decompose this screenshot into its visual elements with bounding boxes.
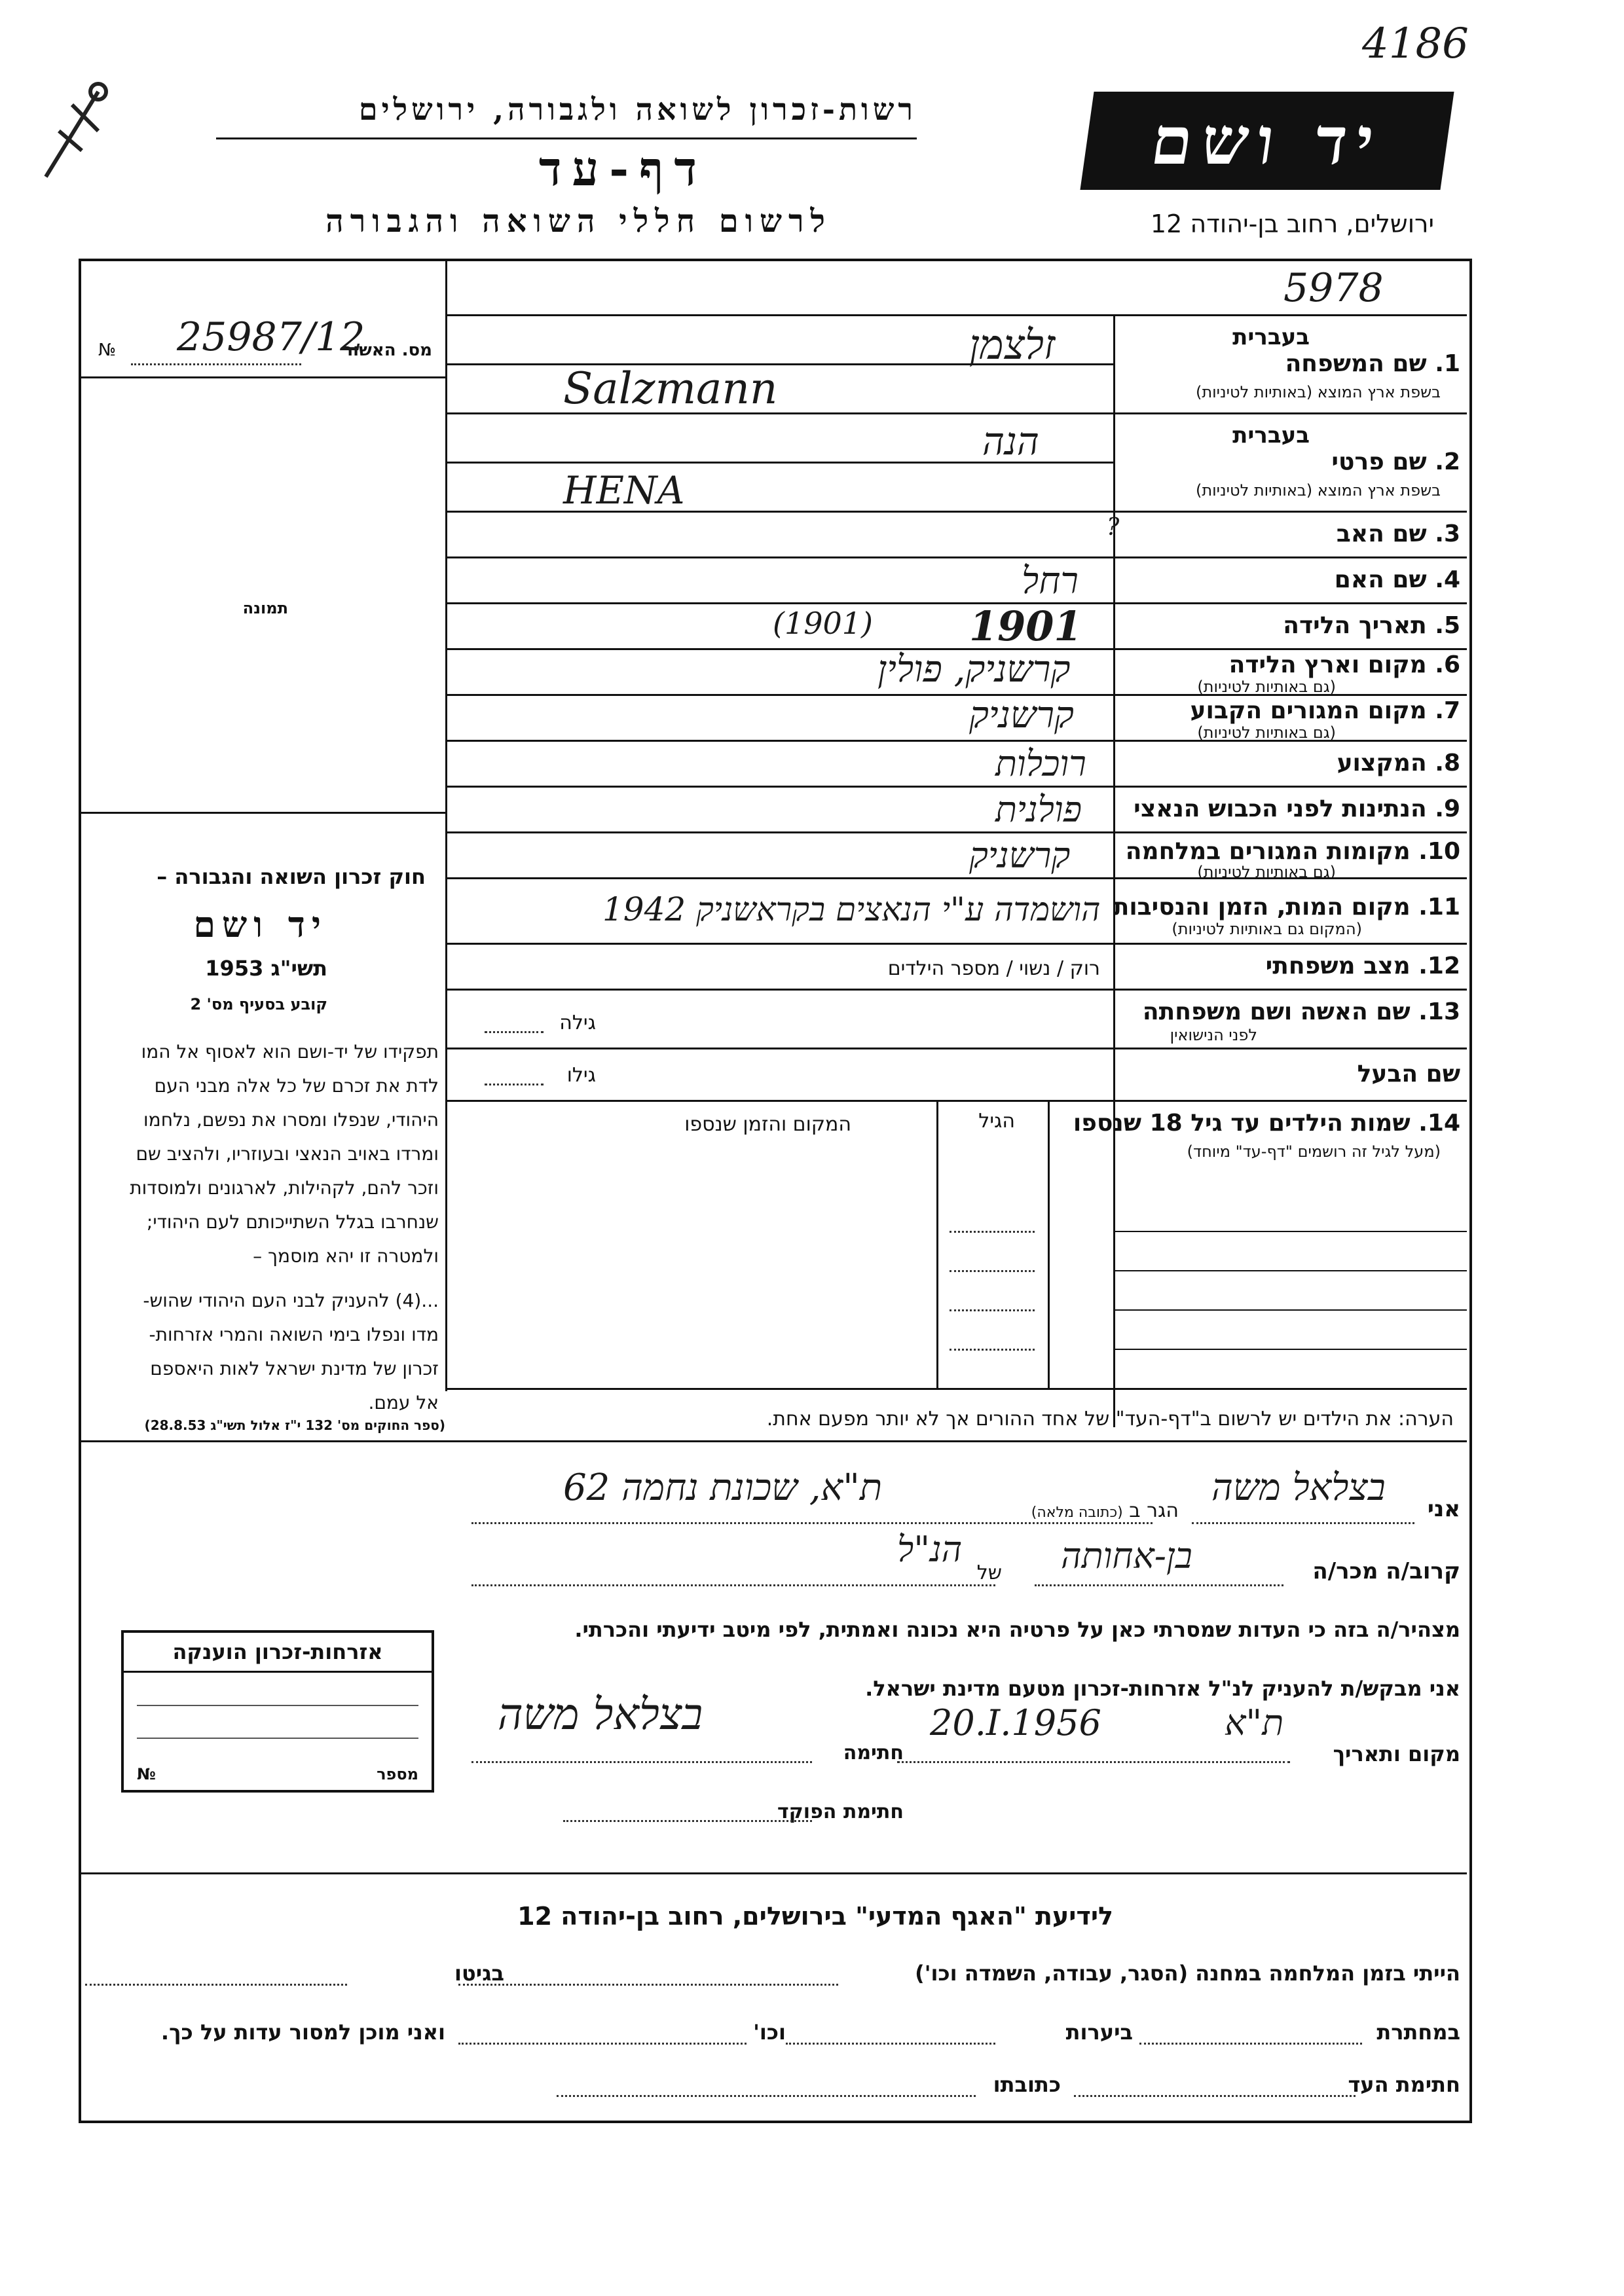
header-underline: [216, 137, 917, 139]
field-7-sub: (גם באותיות לטיניות): [1197, 723, 1336, 742]
field-1-text: שם המשפחה: [1285, 350, 1427, 377]
footer-line3-a: חתימת העד: [1348, 2072, 1460, 2097]
photo-label: תמונה: [242, 599, 288, 617]
law-year: תשי"ג 1953: [205, 956, 327, 981]
field-6-sub: (גם באותיות לטיניות): [1197, 678, 1336, 696]
field-14-text: שמות הילדים עד גיל 18 שנספו: [1073, 1110, 1411, 1137]
resides-label: [1031, 1499, 1179, 1522]
field-11-number: 11.: [1418, 894, 1460, 920]
nationality-value: פולנית: [995, 789, 1082, 830]
field-12-number: 12.: [1418, 953, 1460, 979]
law-source: (ספר החוקים מס' 132 י"ז אלול תשי"ג 28.8.53): [144, 1417, 445, 1433]
logo-text: יד ושם: [1146, 102, 1388, 179]
row-line: [445, 943, 1467, 945]
law-name: יד ושם: [193, 903, 327, 945]
field-2-text: שם פרטי: [1331, 448, 1427, 475]
field-12-text: מצב משפחתי: [1265, 953, 1411, 979]
children-row: [1113, 1231, 1467, 1232]
field-7-text: מקום המגורים הקבוע: [1190, 697, 1427, 724]
field-10-number: 10.: [1418, 838, 1460, 865]
row-line: [445, 786, 1467, 788]
field-12-label: [1266, 953, 1460, 979]
law-text-line: שנחרבו בגלל השתייכותם לעם היהודי;: [146, 1211, 439, 1233]
address: ירושלים, רחוב בן-יהודה 12: [1150, 210, 1434, 238]
field-4-label: [1335, 566, 1460, 593]
law-title: חוק זכרון השואה והגבורה –: [157, 864, 426, 889]
first-name-latin: HENA: [563, 468, 685, 513]
family-name-latin: Salzmann: [563, 363, 778, 414]
field-2-label: [1331, 448, 1460, 475]
footer-line2-b: ביערות: [1065, 2020, 1133, 2045]
form-subtitle: לרשום חללי השואה והגבורה: [325, 203, 832, 240]
officer-label: חתימת הפוקד: [777, 1800, 904, 1823]
footer-line1-b: בגיטו: [454, 1961, 504, 1986]
field-14-label: [1073, 1110, 1460, 1137]
stamp-mark-icon: [33, 79, 111, 190]
field-3-number: 3.: [1435, 520, 1460, 547]
profession-value: רוכלות: [995, 743, 1086, 784]
relation-value: בן-אחותה: [1061, 1535, 1192, 1576]
authority-name: רשות-זכרון לשואה ולגבורה, ירושלים: [358, 92, 917, 127]
citizenship-line: [137, 1738, 418, 1739]
children-age-line: [950, 1349, 1035, 1351]
citizenship-number-mark: №: [137, 1765, 156, 1783]
field-10-label: [1126, 838, 1460, 865]
signature-value: בצלאל משה: [498, 1689, 703, 1740]
ani-value: בצלאל משה: [1211, 1467, 1386, 1509]
field-7-number: 7.: [1435, 697, 1460, 724]
hebrew-label: בעברית: [1232, 422, 1310, 448]
field-1-label: [1285, 350, 1460, 377]
resides-sub: (כתובה מלאה): [1031, 1504, 1123, 1521]
law-text-line: זכרון של מדינת ישראל לאות היאספם: [150, 1358, 439, 1379]
resides-value: ת"א, שכונת נחמה 62: [563, 1467, 883, 1509]
hebrew-label: בעברית: [1232, 324, 1310, 350]
citizenship-box: [121, 1630, 434, 1793]
marital-options: רוק / נשוי / מספר הילדים: [887, 957, 1100, 980]
field-1-sub: בשפת ארץ המוצא (באותיות לטיניות): [1196, 383, 1441, 401]
row-line: [445, 602, 1467, 604]
death-place-value: הושמדה ע"י הנאצים בקראשניק 1942: [602, 890, 1101, 928]
footer-divider: [79, 1872, 1467, 1874]
row-line: [79, 1440, 1467, 1442]
field-6-label: [1229, 651, 1460, 678]
row-line: [445, 831, 1467, 833]
field-2-sub: בשפת ארץ המוצא (באותיות לטיניות): [1196, 481, 1441, 500]
footer-notice: לידיעת "האגף המדעי" בירושלים, רחוב בן-יהודה 12: [517, 1902, 1113, 1931]
row-line: [79, 812, 445, 814]
field-10-sub: (גם באותיות לטיניות): [1197, 863, 1336, 881]
archive-number: 4186: [1362, 20, 1469, 68]
approval-no-mark: №: [98, 340, 117, 360]
field-9-label: [1134, 795, 1460, 822]
children-row: [1113, 1349, 1467, 1350]
husband-age-line: [485, 1084, 544, 1085]
birth-date-note: (1901): [773, 606, 873, 641]
children-age-line: [950, 1231, 1035, 1233]
field-8-text: המקצוע: [1337, 750, 1427, 776]
row-line: [445, 989, 1467, 991]
wartime-residence-value: קרשניק: [969, 835, 1071, 876]
field-9-text: הנתינות לפני הכבוש הנאצי: [1134, 795, 1427, 822]
birth-place-value: קרשניק, פולין: [877, 648, 1071, 691]
children-row: [1113, 1309, 1467, 1311]
law-section: קובע בסעיף מס' 2: [190, 995, 327, 1013]
footer-line3-dots: [1074, 2095, 1356, 2097]
law-text-line: תפקידו של יד-ושם הוא לאסוף אל המו: [141, 1041, 439, 1063]
request: אני מבקש/ת להעניק לנ"ל אזרחות-זכרון מטעם מדינת ישראל.: [865, 1676, 1460, 1701]
law-text-line: היהודי, שנפלו ומסרו את נפשם, נלחמו: [143, 1109, 439, 1131]
children-place-col: [1048, 1100, 1050, 1388]
field-3-text: שם האב: [1336, 520, 1427, 547]
row-line: [445, 1048, 1467, 1049]
husband-label: שם הבעל: [1357, 1061, 1460, 1087]
ani-label: אני: [1427, 1496, 1460, 1522]
footer-line2-dots: [458, 2043, 747, 2045]
signature-label: חתימה: [843, 1741, 904, 1764]
field-8-label: [1337, 750, 1460, 776]
field-11-sub: (המקום גם באותיות לטיניות): [1172, 920, 1362, 938]
approval-value: 25987/12: [177, 314, 365, 360]
date-value: 20.I.1956: [930, 1702, 1101, 1743]
citizenship-box-title: אזרחות-זכרון הוענקה: [124, 1633, 432, 1673]
footer-line1-dots: [458, 1984, 838, 1986]
relation-label: קרוב/ה מכר/ה: [1312, 1558, 1460, 1584]
footer-line2-a: במחתרת: [1376, 2020, 1460, 2045]
field-6-number: 6.: [1435, 651, 1460, 678]
children-col-place: המקום והזמן שנספו: [684, 1113, 851, 1136]
place-date-line: [897, 1761, 1290, 1763]
record-number: 5978: [1283, 265, 1384, 311]
birth-date-value: 1901: [969, 602, 1082, 650]
yad-vashem-logo: [1080, 92, 1454, 190]
wife-age-label: גילה: [559, 1011, 596, 1034]
left-panel-divider: [445, 259, 447, 1391]
place-value: ת"א: [1225, 1702, 1284, 1743]
remark: הערה: את הילדים יש לרשום ב"דף-העד" של אחד ההורים אך לא יותר מפעם אחת.: [766, 1408, 1454, 1430]
field-13-number: 13.: [1418, 998, 1460, 1025]
field-11-label: [1113, 894, 1460, 920]
approval-label: מס. האשור: [342, 340, 432, 360]
field-4-number: 4.: [1435, 566, 1460, 593]
footer-line3-dots: [557, 2095, 976, 2097]
footer-line2-c: וכו': [753, 2020, 786, 2045]
row-line: [445, 1388, 1467, 1390]
children-row: [1113, 1270, 1467, 1271]
field-6-text: מקום וארץ הלידה: [1228, 651, 1427, 678]
row-line: [79, 376, 445, 378]
footer-line1-dots: [85, 1984, 347, 1986]
footer-line2-dots: [1139, 2043, 1362, 2045]
row-line: [445, 314, 1467, 316]
law-text-line: ולמטרה זו יהא מוסמך –: [253, 1245, 439, 1267]
wife-age-line: [485, 1031, 544, 1033]
children-col-age: הגיל: [978, 1110, 1015, 1133]
footer-line2-d: ואני מוכן למסור עדות על כך.: [160, 2020, 445, 2045]
field-13-sub: לפני הנישואין: [1170, 1026, 1257, 1044]
family-name-hebrew: זלצמן: [969, 321, 1056, 369]
ani-line: [1192, 1522, 1414, 1524]
children-age-line: [950, 1270, 1035, 1272]
footer-line2-dots: [786, 2043, 995, 2045]
footer-line3-b: כתובתו: [993, 2072, 1061, 2097]
of-label: של: [976, 1561, 1002, 1584]
field-5-label: [1283, 612, 1460, 639]
residence-value: קרשניק: [969, 694, 1074, 737]
field-2-number: 2.: [1435, 448, 1460, 475]
children-age-col: [936, 1100, 938, 1388]
resides-text: הגר ב: [1129, 1499, 1179, 1522]
of-value: הנ"ל: [897, 1529, 963, 1570]
field-5-number: 5.: [1435, 612, 1460, 639]
law-text-line: מדו ונפלו בימי השואה והמרי אזרחות-: [149, 1324, 439, 1345]
labels-divider: [1113, 314, 1115, 1427]
field-13-label: [1143, 998, 1460, 1025]
field-4-text: שם האם: [1334, 566, 1427, 593]
resides-line: [471, 1522, 1153, 1524]
field-9-number: 9.: [1435, 795, 1460, 822]
of-line: [471, 1584, 995, 1586]
footer-line1-a: הייתי בזמן המלחמה במחנה (הסגר, עבודה, השמדה וכו'): [915, 1961, 1460, 1986]
relation-line: [1035, 1584, 1283, 1586]
husband-age-label: גילו: [566, 1064, 596, 1087]
place-date-label: מקום ותאריך: [1333, 1741, 1460, 1766]
field-5-text: תאריך הלידה: [1283, 612, 1427, 639]
officer-line: [563, 1820, 812, 1822]
law-text-line: אל עמם.: [368, 1392, 439, 1413]
children-age-line: [950, 1309, 1035, 1311]
approval-line: [131, 363, 301, 365]
field-3-label: [1337, 520, 1460, 547]
first-name-hebrew: הנה: [982, 419, 1039, 464]
law-text-line: ...(4) להעניק לבני העם היהודי שהוש-: [143, 1290, 439, 1311]
signature-line: [471, 1761, 812, 1763]
father-name-value: ?: [1107, 514, 1120, 541]
declaration: מצהיר/ה בזה כי העדות שמסרתי כאן על פרטיה היא נכונה ואמתית, לפי מיטב ידיעתי והכרתי.: [574, 1617, 1460, 1642]
law-text-line: לדת את זכרם של כל אלה מבני העם: [154, 1075, 439, 1097]
field-13-text: שם האשה ושם משפחתה: [1142, 998, 1411, 1025]
field-7-label: [1190, 697, 1460, 724]
form-title: דף-עד: [538, 141, 707, 196]
citizenship-line: [137, 1705, 418, 1706]
mother-name-value: רחל: [1022, 560, 1079, 602]
field-14-number: 14.: [1418, 1110, 1460, 1137]
row-line: [445, 1100, 1467, 1102]
field-11-text: מקום המות, הזמן והנסיבות: [1113, 894, 1411, 920]
law-text-line: ומרדו באויב הנאצי ובעוזריו, ולהציב שם: [136, 1143, 439, 1165]
citizenship-number-label: מספר: [377, 1765, 418, 1783]
field-8-number: 8.: [1435, 750, 1460, 776]
field-1-number: 1.: [1435, 350, 1460, 377]
field-14-sub: (מעל לגיל זה רושמים "דף-עד" מיוחד): [1187, 1142, 1441, 1161]
field-10-text: מקומות המגורים במלחמה: [1125, 838, 1411, 865]
row-line: [445, 556, 1467, 558]
law-text-line: וזכר להם, לקהילות, לארגונים ולמוסדות: [130, 1177, 439, 1199]
